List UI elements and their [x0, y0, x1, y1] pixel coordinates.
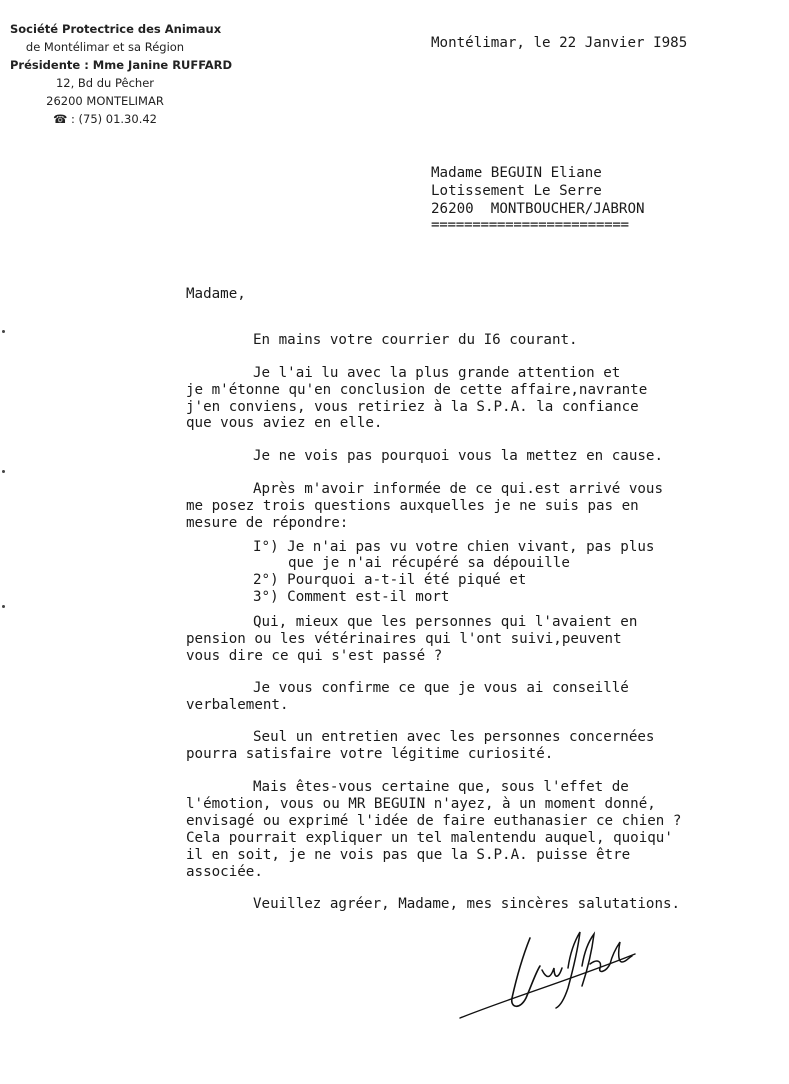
paragraph-2-line-4: que vous aviez en elle.	[186, 415, 383, 431]
recipient-underline: ========================	[431, 217, 629, 233]
paragraph-6-line-1: Je vous confirme ce que je vous ai conseillé	[253, 680, 629, 696]
paragraph-4-line-2: me posez trois questions auxquelles je ne suis pas en	[186, 498, 639, 514]
recipient-city: 26200 MONTBOUCHER/JABRON	[431, 201, 645, 217]
closing-formula: Veuillez agréer, Madame, mes sincères salutations.	[253, 896, 681, 912]
paragraph-2-line-3: j'en conviens, vous retiriez à la S.P.A. la confiance	[186, 399, 639, 415]
recipient-name: Madame BEGUIN Eliane	[431, 165, 602, 181]
salutation: Madame,	[186, 286, 246, 302]
paragraph-6-line-2: verbalement.	[186, 697, 289, 713]
handwritten-signature	[450, 918, 650, 1028]
question-1-line-1: I°) Je n'ai pas vu votre chien vivant, pas plus	[253, 539, 655, 555]
question-3: 3°) Comment est-il mort	[253, 589, 450, 605]
paragraph-3: Je ne vois pas pourquoi vous la mettez en cause.	[253, 448, 663, 464]
date-line: Montélimar, le 22 Janvier I985	[431, 35, 688, 51]
paragraph-2-line-2: je m'étonne qu'en conclusion de cette affaire,navrante	[186, 382, 648, 398]
scan-speck	[2, 470, 5, 473]
letterhead-street: 12, Bd du Pêcher	[55, 76, 155, 90]
paragraph-8-line-3: envisagé ou exprimé l'idée de faire euthanasier ce chien ?	[186, 813, 682, 829]
paragraph-8-line-6: associée.	[186, 864, 263, 880]
letterhead-org-name: Société Protectrice des Animaux	[10, 22, 222, 36]
recipient-street: Lotissement Le Serre	[431, 183, 602, 199]
paragraph-5-line-1: Qui, mieux que les personnes qui l'avaient en	[253, 614, 638, 630]
letterhead-city: 26200 MONTELIMAR	[46, 94, 164, 108]
scan-speck	[2, 605, 5, 608]
paragraph-8-line-2: l'émotion, vous ou MR BEGUIN n'ayez, à un moment donné,	[186, 796, 656, 812]
paragraph-1: En mains votre courrier du I6 courant.	[253, 332, 578, 348]
paragraph-8-line-1: Mais êtes-vous certaine que, sous l'effet de	[253, 779, 629, 795]
paragraph-2-line-1: Je l'ai lu avec la plus grande attention et	[253, 365, 621, 381]
paragraph-8-line-4: Cela pourrait expliquer un tel malentendu auquel, quoiqu'	[186, 830, 673, 846]
question-2: 2°) Pourquoi a-t-il été piqué et	[253, 572, 527, 588]
paragraph-5-line-3: vous dire ce qui s'est passé ?	[186, 648, 443, 664]
paragraph-4-line-3: mesure de répondre:	[186, 515, 349, 531]
paragraph-8-line-5: il en soit, je ne vois pas que la S.P.A. puisse être	[186, 847, 631, 863]
paragraph-4-line-1: Après m'avoir informée de ce qui.est arrivé vous	[253, 481, 663, 497]
question-1-line-2: que je n'ai récupéré sa dépouille	[288, 555, 570, 571]
letterhead-phone: ☎ : (75) 01.30.42	[53, 112, 157, 126]
paragraph-7-line-2: pourra satisfaire votre légitime curiosité.	[186, 746, 554, 762]
paragraph-5-line-2: pension ou les vétérinaires qui l'ont suivi,peuvent	[186, 631, 622, 647]
scan-speck	[2, 330, 5, 333]
letterhead-region: de Montélimar et sa Région	[25, 40, 185, 54]
paragraph-7-line-1: Seul un entretien avec les personnes concernées	[253, 729, 655, 745]
letterhead-president: Présidente : Mme Janine RUFFARD	[10, 58, 233, 72]
letterhead-stamp	[10, 20, 233, 128]
